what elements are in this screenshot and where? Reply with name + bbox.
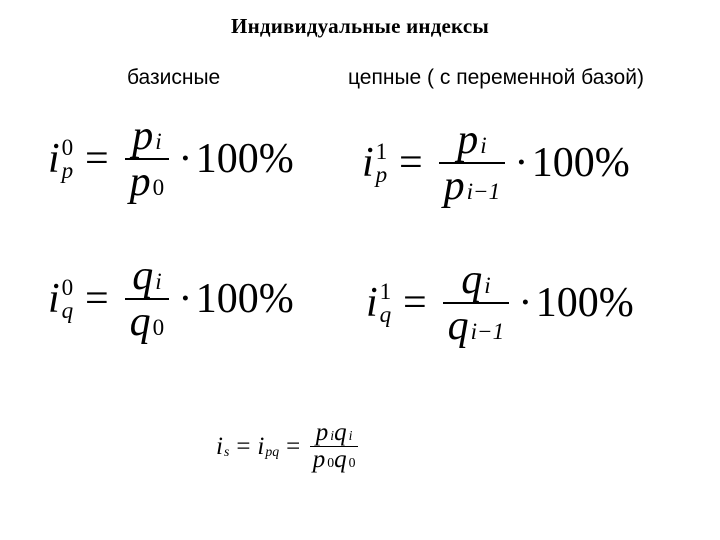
fraction [443,258,510,348]
denominator: p 0 [129,159,165,206]
slide-title: Индивидуальные индексы [231,14,489,38]
column-heading-base: базисные [127,66,221,89]
equals-sign: = [398,140,423,187]
numerator: q i [461,257,491,303]
formula-base-price-index [48,114,294,204]
subscript: q [61,297,74,324]
subscript: p [375,161,388,188]
denominator: p i−1 [443,163,501,210]
multiplication-dot: · [514,140,529,187]
equals-sign: = [402,280,427,327]
equals-sign: = [84,136,109,183]
superscript: 0 [61,134,74,160]
multiplication-dot: · [518,280,533,327]
numerator: p i [457,117,487,163]
hundred-percent: 100% [535,280,634,327]
denominator: p 0 q 0 [312,446,356,474]
superscript: 0 [61,274,74,300]
value-index-symbol: i s [216,432,230,460]
subscript: q [379,301,392,328]
formula-base-quantity-index [48,254,294,344]
index-symbol: i 1 p [362,138,388,188]
formula-chain-price-index [362,118,630,208]
fraction [125,254,170,344]
multiplication-dot: · [178,276,193,323]
denominator: q i−1 [447,303,505,350]
fraction [439,118,506,208]
hundred-percent: 100% [195,276,294,323]
index-symbol: i 0 q [48,274,74,324]
equals-sign: = [236,432,251,460]
hundred-percent: 100% [195,136,294,183]
formula-chain-quantity-index [366,258,634,348]
index-symbol: i 1 q [366,278,392,328]
formula-value-index [216,420,361,474]
equals-sign: = [84,276,109,323]
fraction [310,420,359,474]
numerator: p i [132,113,162,159]
denominator: q 0 [129,299,165,346]
numerator: p i q i [315,419,353,446]
fraction [125,114,170,204]
superscript: 1 [379,278,392,304]
subscript: p [61,157,74,184]
price-quantity-index-symbol: i pq [257,432,280,460]
index-symbol: i 0 p [48,134,74,184]
hundred-percent: 100% [531,140,630,187]
superscript: 1 [375,138,388,164]
multiplication-dot: · [178,136,193,183]
equals-sign: = [286,432,301,460]
column-heading-chain: цепные ( с переменной базой) [348,66,644,89]
numerator: q i [132,253,162,299]
